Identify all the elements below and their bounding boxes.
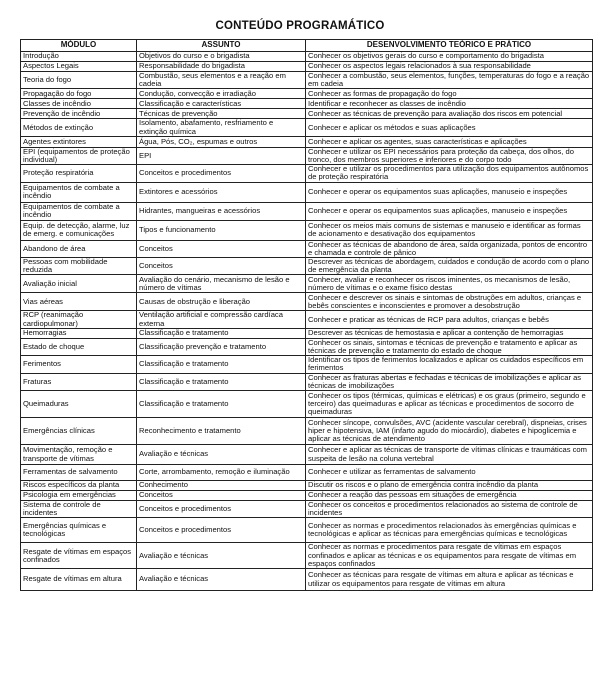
cell-modulo: Classes de incêndio	[21, 99, 137, 109]
cell-modulo: Abandono de área	[21, 240, 137, 257]
cell-assunto: EPI	[137, 147, 306, 164]
cell-assunto: Água, Pós, CO₂, espumas e outros	[137, 136, 306, 147]
cell-modulo: Ferimentos	[21, 356, 137, 373]
cell-modulo: Teoria do fogo	[21, 72, 137, 89]
table-row	[21, 481, 593, 491]
table-row	[21, 356, 593, 373]
cell-assunto: Tipos e funcionamento	[137, 220, 306, 240]
cell-modulo: Pessoas com mobilidade reduzida	[21, 258, 137, 275]
header-assunto: ASSUNTO	[137, 40, 306, 52]
cell-desenvolvimento: Conhecer as técnicas de abandono de área, saída organizada, pontos de encontro e chamada e controle de pânico	[306, 240, 593, 257]
cell-desenvolvimento: Conhecer e descrever os sinais e sintomas de obstruções em adultos, crianças e bebês conscientes e inconscientes e promover a desobstrução	[306, 293, 593, 311]
table-body	[21, 52, 593, 591]
cell-desenvolvimento: Conhecer e utilizar as ferramentas de salvamento	[306, 465, 593, 481]
cell-desenvolvimento: Conhecer a reação das pessoas em situações de emergência	[306, 491, 593, 501]
table-row	[21, 182, 593, 202]
cell-modulo: Psicologia em emergências	[21, 491, 137, 501]
page-title: CONTEÚDO PROGRAMÁTICO	[215, 20, 385, 32]
cell-desenvolvimento: Conhecer os sinais, sintomas e técnicas de prevenção e tratamento e aplicar as técnicas de prevenção e tratamento do estado de choque	[306, 338, 593, 355]
table-row	[21, 52, 593, 62]
cell-desenvolvimento: Identificar e reconhecer as classes de incêndio	[306, 99, 593, 109]
table-row	[21, 543, 593, 569]
program-table	[20, 39, 593, 591]
cell-assunto: Técnicas de prevenção	[137, 109, 306, 119]
cell-modulo: Introdução	[21, 52, 137, 62]
cell-modulo: Movimentação, remoção e transporte de vítimas	[21, 445, 137, 465]
table-row	[21, 119, 593, 136]
cell-modulo: Métodos de extinção	[21, 119, 137, 136]
table-row	[21, 258, 593, 275]
table-row	[21, 99, 593, 109]
cell-modulo: Ferramentas de salvamento	[21, 465, 137, 481]
cell-desenvolvimento: Conhecer e aplicar os métodos e suas aplicações	[306, 119, 593, 136]
cell-modulo: Prevenção de incêndio	[21, 109, 137, 119]
cell-modulo: Proteção respiratória	[21, 165, 137, 182]
cell-desenvolvimento: Conhecer as normas e procedimentos para resgate de vítimas em espaços confinados e aplicar as técnicas e os equipamentos para resgate de vítimas em espaços confinados	[306, 543, 593, 569]
cell-modulo: Sistema de controle de incidentes	[21, 501, 137, 518]
cell-assunto: Isolamento, abafamento, resfriamento e extinção química	[137, 119, 306, 136]
cell-assunto: Conceitos	[137, 240, 306, 257]
cell-assunto: Reconhecimento e tratamento	[137, 418, 306, 445]
cell-desenvolvimento: Conhecer síncope, convulsões, AVC (acidente vascular cerebral), dispneias, crises hiper e hipotensiva, IAM (infarto agudo do miocárdio), diabetes e hipoglicemia e aplicar as técnicas de atendimento	[306, 418, 593, 445]
cell-assunto: Avaliação e técnicas	[137, 569, 306, 591]
cell-desenvolvimento: Conhecer as técnicas de prevenção para avaliação dos riscos em potencial	[306, 109, 593, 119]
cell-modulo: Hemorragias	[21, 328, 137, 338]
cell-assunto: Hidrantes, mangueiras e acessórios	[137, 202, 306, 220]
cell-desenvolvimento: Descrever as técnicas de abordagem, cuidados e condução de acordo com o plano de emergência da planta	[306, 258, 593, 275]
cell-modulo: Riscos específicos da planta	[21, 481, 137, 491]
cell-modulo: Avaliação inicial	[21, 275, 137, 293]
table-row	[21, 518, 593, 543]
cell-assunto: Avaliação e técnicas	[137, 543, 306, 569]
cell-desenvolvimento: Identificar os tipos de ferimentos localizados e aplicar os cuidados específicos em ferimentos	[306, 356, 593, 373]
table-row	[21, 165, 593, 182]
table-row	[21, 491, 593, 501]
table-row	[21, 89, 593, 99]
header-modulo: MÓDULO	[21, 40, 137, 52]
cell-desenvolvimento: Conhecer a combustão, seus elementos, funções, temperaturas do fogo e a reação em cadeia	[306, 72, 593, 89]
cell-desenvolvimento: Discutir os riscos e o plano de emergência contra incêndio da planta	[306, 481, 593, 491]
table-header-row	[21, 40, 593, 52]
cell-desenvolvimento: Conhecer as formas de propagação do fogo	[306, 89, 593, 99]
header-desenvolvimento: DESENVOLVIMENTO TEÓRICO E PRÁTICO	[306, 40, 593, 52]
table-row	[21, 338, 593, 355]
cell-modulo: Agentes extintores	[21, 136, 137, 147]
cell-modulo: Fraturas	[21, 373, 137, 390]
cell-assunto: Conceitos e procedimentos	[137, 501, 306, 518]
cell-assunto: Conceitos e procedimentos	[137, 165, 306, 182]
cell-assunto: Avaliação do cenário, mecanismo de lesão e número de vítimas	[137, 275, 306, 293]
table-row	[21, 147, 593, 164]
cell-modulo: Emergências clínicas	[21, 418, 137, 445]
table-row	[21, 109, 593, 119]
cell-modulo: Emergências químicas e tecnológicas	[21, 518, 137, 543]
cell-desenvolvimento: Conhecer e utilizar os procedimentos para utilização dos equipamentos autônomos de proteção respiratória	[306, 165, 593, 182]
cell-desenvolvimento: Conhecer as normas e procedimentos relacionados às emergências químicas e tecnológicas e aplicar as técnicas para emergências químicas e tecnológicas	[306, 518, 593, 543]
cell-desenvolvimento: Conhecer os tipos (térmicas, químicas e elétricas) e os graus (primeiro, segundo e terceiro) das queimaduras e aplicar as técnicas e procedimentos de socorro de queimaduras	[306, 391, 593, 418]
cell-modulo: Vias aéreas	[21, 293, 137, 311]
table-row	[21, 465, 593, 481]
cell-desenvolvimento: Conhecer e aplicar os agentes, suas características e aplicações	[306, 136, 593, 147]
table-row	[21, 501, 593, 518]
cell-desenvolvimento: Conhecer as fraturas abertas e fechadas e técnicas de imobilizações e aplicar as técnicas de imobilizações	[306, 373, 593, 390]
table-row	[21, 275, 593, 293]
table-row	[21, 391, 593, 418]
cell-modulo: Equipamentos de combate a incêndio	[21, 202, 137, 220]
cell-assunto: Conceitos	[137, 258, 306, 275]
cell-modulo: Resgate de vítimas em altura	[21, 569, 137, 591]
table-row	[21, 569, 593, 591]
table-row	[21, 373, 593, 390]
cell-assunto: Extintores e acessórios	[137, 182, 306, 202]
cell-modulo: Queimaduras	[21, 391, 137, 418]
table-row	[21, 136, 593, 147]
table-row	[21, 72, 593, 89]
table-row	[21, 220, 593, 240]
cell-desenvolvimento: Conhecer os aspectos legais relacionados à sua responsabilidade	[306, 62, 593, 72]
cell-desenvolvimento: Descrever as técnicas de hemostasia e aplicar a contenção de hemorragias	[306, 328, 593, 338]
cell-desenvolvimento: Conhecer, avaliar e reconhecer os riscos iminentes, os mecanismos de lesão, número de vítimas e o exame físico destas	[306, 275, 593, 293]
cell-assunto: Classificação e tratamento	[137, 356, 306, 373]
cell-assunto: Corte, arrombamento, remoção e iluminação	[137, 465, 306, 481]
cell-desenvolvimento: Conhecer e operar os equipamentos suas aplicações, manuseio e inspeções	[306, 202, 593, 220]
cell-assunto: Responsabilidade do brigadista	[137, 62, 306, 72]
table-row	[21, 62, 593, 72]
cell-desenvolvimento: Conhecer os meios mais comuns de sistemas e manuseio e identificar as formas de acionamento e desativação dos equipamentos	[306, 220, 593, 240]
cell-desenvolvimento: Conhecer as técnicas para resgate de vítimas em altura e aplicar as técnicas e utilizar os equipamentos para resgate de vítimas em altura	[306, 569, 593, 591]
table-row	[21, 328, 593, 338]
cell-modulo: Propagação do fogo	[21, 89, 137, 99]
cell-assunto: Condução, convecção e irradiação	[137, 89, 306, 99]
table-row	[21, 311, 593, 328]
cell-assunto: Conhecimento	[137, 481, 306, 491]
cell-assunto: Objetivos do curso e o brigadista	[137, 52, 306, 62]
cell-assunto: Avaliação e técnicas	[137, 445, 306, 465]
cell-modulo: Equip. de detecção, alarme, luz de emerg. e comunicações	[21, 220, 137, 240]
cell-assunto: Classificação prevenção e tratamento	[137, 338, 306, 355]
cell-assunto: Causas de obstrução e liberação	[137, 293, 306, 311]
table-row	[21, 293, 593, 311]
cell-assunto: Classificação e tratamento	[137, 328, 306, 338]
cell-assunto: Conceitos	[137, 491, 306, 501]
cell-modulo: Estado de choque	[21, 338, 137, 355]
cell-desenvolvimento: Conhecer os objetivos gerais do curso e comportamento do brigadista	[306, 52, 593, 62]
cell-modulo: Resgate de vítimas em espaços confinados	[21, 543, 137, 569]
table-row	[21, 240, 593, 257]
cell-desenvolvimento: Conhecer e operar os equipamentos suas aplicações, manuseio e inspeções	[306, 182, 593, 202]
cell-desenvolvimento: Conhecer e praticar as técnicas de RCP para adultos, crianças e bebês	[306, 311, 593, 328]
table-row	[21, 445, 593, 465]
cell-assunto: Classificação e características	[137, 99, 306, 109]
cell-modulo: Equipamentos de combate a incêndio	[21, 182, 137, 202]
cell-desenvolvimento: Conhecer e aplicar as técnicas de transporte de vítimas clínicas e traumáticas com suspeita de lesão na coluna vertebral	[306, 445, 593, 465]
cell-desenvolvimento: Conhecer os conceitos e procedimentos relacionados ao sistema de controle de incidentes	[306, 501, 593, 518]
cell-assunto: Ventilação artificial e compressão cardíaca externa	[137, 311, 306, 328]
cell-modulo: RCP (reanimação cardiopulmonar)	[21, 311, 137, 328]
table-row	[21, 418, 593, 445]
cell-assunto: Classificação e tratamento	[137, 373, 306, 390]
cell-assunto: Classificação e tratamento	[137, 391, 306, 418]
table-row	[21, 202, 593, 220]
cell-assunto: Combustão, seus elementos e a reação em cadeia	[137, 72, 306, 89]
cell-assunto: Conceitos e procedimentos	[137, 518, 306, 543]
cell-desenvolvimento: Conhecer e utilizar os EPI necessários para proteção da cabeça, dos olhos, do tronco, dos membros superiores e inferiores e do corpo todo	[306, 147, 593, 164]
cell-modulo: Aspectos Legais	[21, 62, 137, 72]
cell-modulo: EPI (equipamentos de proteção individual)	[21, 147, 137, 164]
